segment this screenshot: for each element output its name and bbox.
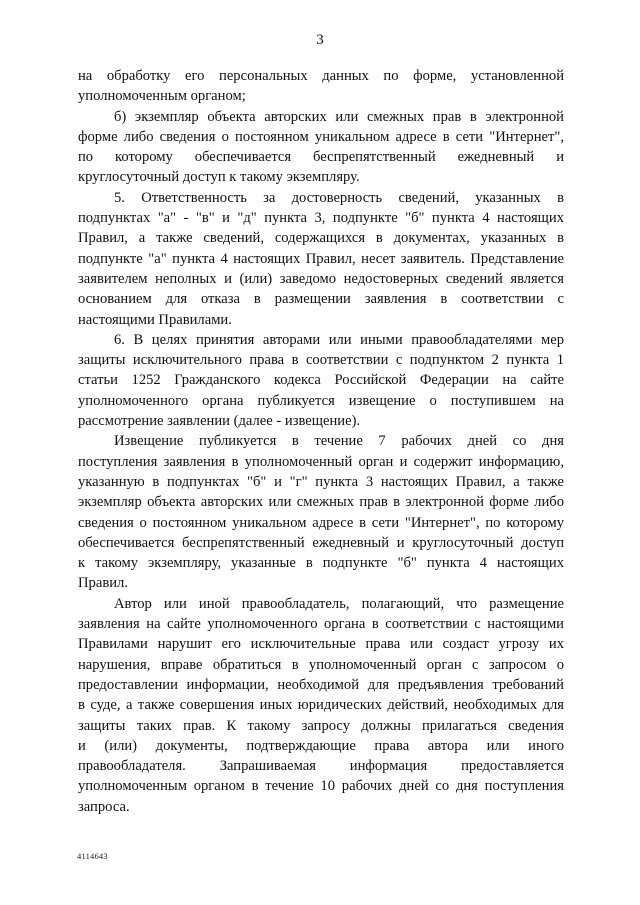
paragraph-5-line: Правил. [78, 575, 128, 592]
paragraph-1-line: на обработку его персональных данных по форме, установленной [78, 68, 564, 84]
paragraph-4-line: защиты исключительного права в соответствии с подпунктом 2 пункта 1 [78, 352, 564, 369]
paragraph-5-line: сведения о постоянном уникальном адресе в сети "Интернет", по которому [78, 514, 564, 531]
paragraph-4-line: рассмотрение заявлении (далее - извещение). [78, 413, 361, 430]
paragraph-6-line: Правилами нарушит его исключительные права или создаст угрозу их [78, 636, 564, 653]
paragraph-6-line: нарушения, вправе обратиться в уполномоченный орган с запросом о [78, 656, 564, 673]
paragraph-3-line: 5. Ответственность за достоверность сведений, указанных в [114, 189, 564, 206]
paragraph-6-line: предоставлении информации, необходимой для предъявления требований [78, 676, 564, 693]
paragraph-6-line: запроса. [78, 798, 130, 815]
paragraph-6-line: заявления на сайте уполномоченного органа в соответствии с настоящими [78, 616, 564, 633]
paragraph-3-line: подпунктах "а" - "в" и "д" пункта 3, подпункте "б" пункта 4 настоящих [78, 210, 564, 227]
paragraph-6-line: Автор или иной правообладатель, полагающий, что размещение [114, 595, 564, 612]
paragraph-3-line: заявителем неполных и (или) заведомо недостоверных сведений является [78, 270, 564, 287]
paragraph-5-line: экземпляр объекта авторских или смежных прав в электронной форме либо [78, 494, 564, 511]
paragraph-5-line: Извещение публикуется в течение 7 рабочих дней со дня [114, 433, 564, 450]
paragraph-3-line: подпункте "а" пункта 4 настоящих Правил, несет заявитель. Представление [78, 250, 564, 267]
paragraph-3-line: Правил, а также сведений, содержащихся в документах, указанных в [78, 230, 564, 247]
paragraph-4-line: 6. В целях принятия авторами или иными правообладателями мер [114, 331, 564, 348]
paragraph-6-line: в суде, а также совершения иных юридических действий, необходимых для [78, 697, 564, 714]
paragraph-5-line: поступления заявления в уполномоченный орган и содержит информацию, [78, 453, 564, 470]
paragraph-2-line: форме либо сведения о постоянном уникальном адресе в сети "Интернет", [78, 128, 564, 145]
document-body [78, 66, 564, 817]
page-number: 3 [316, 32, 324, 48]
paragraph-1-line: уполномоченным органом; [78, 88, 246, 105]
paragraph-6-line: уполномоченным органом в течение 10 рабочих дней со дня поступления [78, 778, 564, 795]
paragraph-4-line: статьи 1252 Гражданского кодекса Российской Федерации на сайте [78, 372, 564, 389]
paragraph-5-line: обеспечивается беспрепятственный ежедневный и круглосуточный доступ [78, 534, 564, 551]
document-code: 4114643 [77, 851, 108, 861]
paragraph-6-line: и (или) документы, подтверждающие права автора или иного [78, 737, 564, 754]
paragraph-5-line: указанную в подпунктах "б" и "г" пункта 3 настоящих Правил, а также [78, 473, 564, 490]
paragraph-3-line: основанием для отказа в размещении заявления в соответствии с [78, 291, 564, 308]
paragraph-2-line: б) экземпляр объекта авторских или смежных прав в электронной [114, 108, 564, 125]
paragraph-6-line: правообладателя. Запрашиваемая информация предоставляется [78, 758, 564, 775]
paragraph-2-line: круглосуточный доступ к такому экземпляру. [78, 169, 360, 186]
paragraph-2-line: по которому обеспечивается беспрепятственный ежедневный и [78, 149, 564, 166]
paragraph-6-line: защиты таких прав. К такому запросу должны прилагаться сведения [78, 717, 564, 734]
paragraph-4-line: уполномоченного органа публикуется извещение о поступившем на [78, 392, 564, 409]
paragraph-3-line: настоящими Правилами. [78, 311, 232, 328]
paragraph-5-line: к такому экземпляру, указанные в подпункте "б" пункта 4 настоящих [78, 555, 564, 572]
